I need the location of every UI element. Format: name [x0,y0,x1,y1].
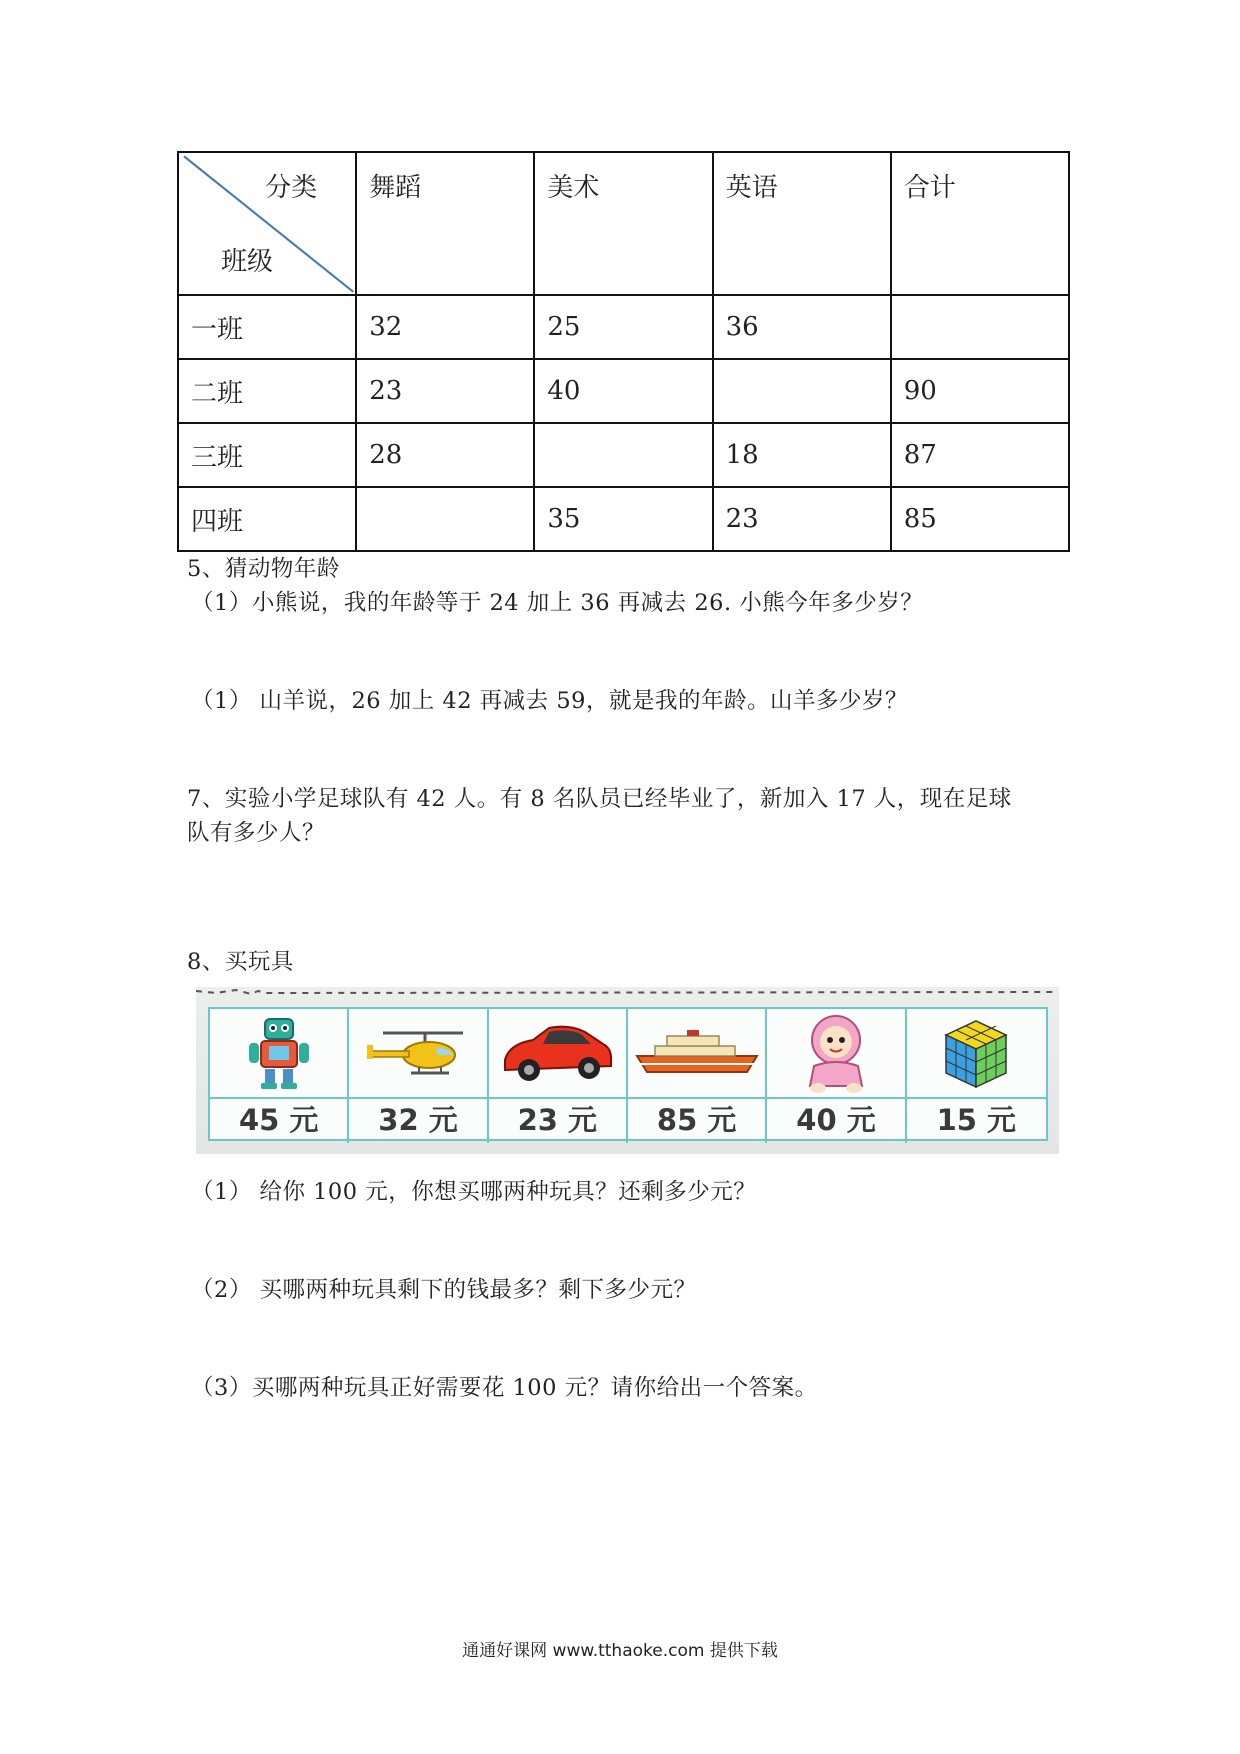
toy-cell-helicopter [349,1009,488,1099]
q8-title: 8、买玩具 [187,949,294,975]
q5-part2: （1） 山羊说，26 加上 42 再减去 59，就是我的年龄。山羊多少岁？ [191,688,908,714]
q7-line1: 7、实验小学足球队有 42 人。有 8 名队员已经毕业了，新加入 17 人，现在足球 [187,786,1012,812]
header-total: 合计 [891,152,1069,295]
doll-icon [796,1012,876,1094]
toy-price: 45 元 [210,1099,349,1143]
car-icon [499,1020,615,1086]
table-header-row [178,152,1069,295]
toy-cell-robot [210,1009,349,1099]
table-cell: 25 [534,295,712,359]
header-english: 英语 [713,152,891,295]
q7-line2: 队有多少人？ [187,820,326,846]
table-cell [534,423,712,487]
table-cell: 40 [534,359,712,423]
corner-top-label: 分类 [265,173,318,203]
table-row [178,295,1069,359]
page-footer: 通通好课网 www.tthaoke.com 提供下载 [462,1641,778,1661]
q5-title: 5、猜动物年龄 [187,556,340,582]
table-cell: 85 [891,487,1069,551]
toy-price: 85 元 [628,1099,767,1143]
table-cell [356,487,534,551]
row-label: 四班 [178,487,356,551]
class-activity-table [177,151,1070,552]
helicopter-icon [363,1023,473,1083]
q8-part1: （1） 给你 100 元，你想买哪两种玩具？还剩多少元？ [191,1179,757,1205]
header-art: 美术 [534,152,712,295]
toy-cell-ship [628,1009,767,1099]
table-cell: 35 [534,487,712,551]
table-cell: 23 [356,359,534,423]
torn-edge-decoration [196,987,1059,997]
table-row [178,487,1069,551]
toy-cell-cube [907,1009,1046,1099]
toy-price: 40 元 [767,1099,906,1143]
table-cell: 87 [891,423,1069,487]
corner-bottom-label: 班级 [221,247,274,277]
table-cell: 23 [713,487,891,551]
table-cell: 90 [891,359,1069,423]
table-cell: 28 [356,423,534,487]
toy-price: 15 元 [936,1103,1017,1137]
q8-part3: （3）买哪两种玩具正好需要花 100 元？请你给出一个答案。 [191,1375,818,1401]
toy-cell-car [489,1009,628,1099]
table-row [178,359,1069,423]
toy-price: 32 元 [349,1099,488,1143]
header-dance: 舞蹈 [356,152,534,295]
toy-grid [208,1007,1048,1141]
table-cell: 32 [356,295,534,359]
row-label: 三班 [178,423,356,487]
q5-part1: （1）小熊说，我的年龄等于 24 加上 36 再减去 26. 小熊今年多少岁？ [191,590,924,616]
table-corner-cell [178,152,356,295]
table-cell [891,295,1069,359]
ship-icon [635,1028,759,1078]
toy-price-panel [196,987,1059,1154]
table-cell: 36 [713,295,891,359]
table-row [178,423,1069,487]
toy-cell-doll [767,1009,906,1099]
rubiks-cube-icon [938,1015,1014,1091]
q8-part2: （2） 买哪两种玩具剩下的钱最多？剩下多少元？ [191,1277,697,1303]
toy-price: 23 元 [489,1099,628,1143]
table-cell [713,359,891,423]
row-label: 一班 [178,295,356,359]
robot-icon [239,1013,319,1093]
table-cell: 18 [713,423,891,487]
row-label: 二班 [178,359,356,423]
